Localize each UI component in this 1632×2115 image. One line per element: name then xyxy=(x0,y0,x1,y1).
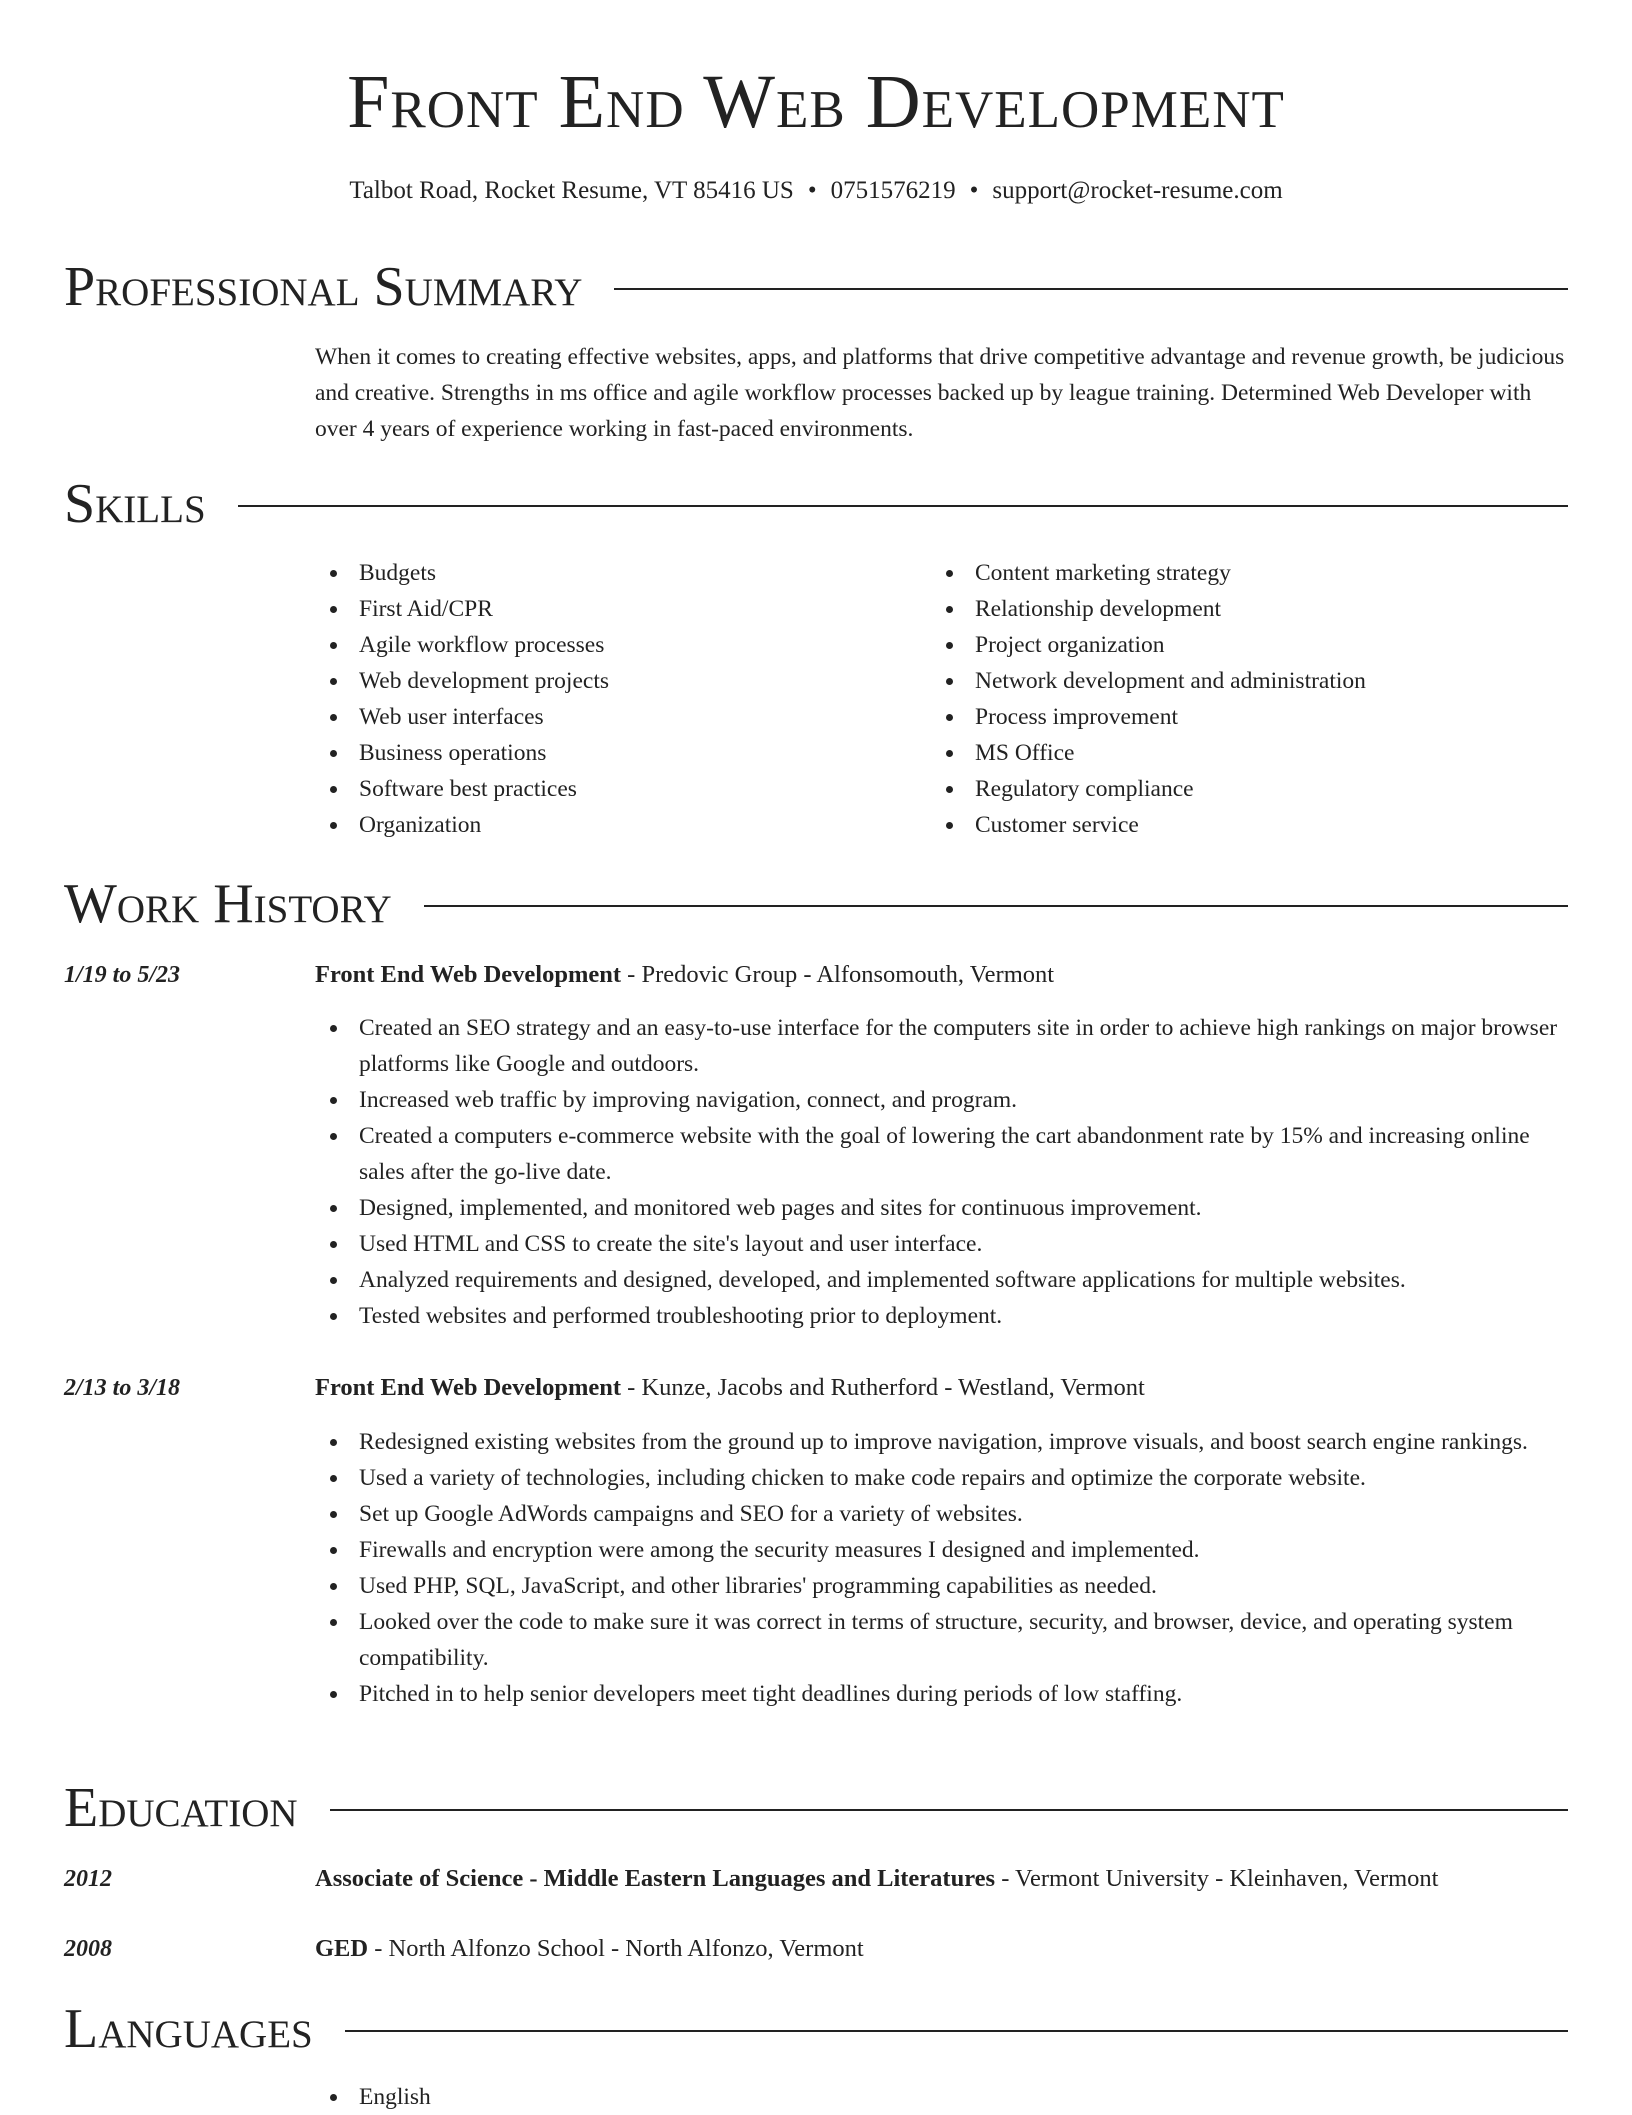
section-divider xyxy=(345,2030,1568,2032)
contact-email[interactable]: support@rocket-resume.com xyxy=(992,177,1283,204)
job-company: - Predovic Group - Alfonsomouth, Vermont xyxy=(621,961,1055,988)
job-bullet: Used a variety of technologies, including chicken to make code repairs and optimize the corporate website. xyxy=(315,1460,1575,1496)
skill-item: First Aid/CPR xyxy=(315,591,915,627)
job-bullet: Created an SEO strategy and an easy-to-use interface for the computers site in order to achieve high rankings on major browser platforms like Google and outdoors. xyxy=(315,1010,1575,1082)
skill-item: Content marketing strategy xyxy=(931,555,1531,591)
skill-item: Network development and administration xyxy=(931,663,1531,699)
education-date: 2008 xyxy=(64,1936,112,1962)
education-degree: Associate of Science - Middle Eastern Languages and Literatures xyxy=(315,1865,996,1892)
job-bullet: Firewalls and encryption were among the security measures I designed and implemented. xyxy=(315,1532,1575,1568)
job-bullets xyxy=(315,1424,1575,1712)
section-title-education: Education xyxy=(64,1777,298,1839)
skill-item: Relationship development xyxy=(931,591,1531,627)
candidate-name: Front End Web Development xyxy=(347,60,1285,144)
job-bullet: Created a computers e-commerce website with the goal of lowering the cart abandonment rate by 15% and increasing online sales after the go-live date. xyxy=(315,1118,1575,1190)
section-heading-skills xyxy=(64,472,1568,536)
job-bullet: Designed, implemented, and monitored web pages and sites for continuous improvement. xyxy=(315,1190,1575,1226)
job-heading xyxy=(315,1370,1575,1406)
job-bullet: Used HTML and CSS to create the site's layout and user interface. xyxy=(315,1226,1575,1262)
skill-item: Software best practices xyxy=(315,771,915,807)
contact-address: Talbot Road, Rocket Resume, VT 85416 US xyxy=(349,177,794,204)
contact-line xyxy=(0,175,1632,207)
job-bullet: Set up Google AdWords campaigns and SEO for a variety of websites. xyxy=(315,1496,1575,1532)
skill-item: Web development projects xyxy=(315,663,915,699)
job-company: - Kunze, Jacobs and Rutherford - Westland, Vermont xyxy=(621,1374,1145,1401)
job-bullet: Looked over the code to make sure it was correct in terms of structure, security, and browser, device, and operating system compatibility. xyxy=(315,1604,1575,1676)
job-bullet: Used PHP, SQL, JavaScript, and other libraries' programming capabilities as needed. xyxy=(315,1568,1575,1604)
skills-column-left xyxy=(315,555,915,843)
skill-item: Business operations xyxy=(315,735,915,771)
section-heading-summary xyxy=(64,255,1568,319)
section-heading-education xyxy=(64,1776,1568,1840)
section-divider xyxy=(614,288,1568,290)
skill-item: MS Office xyxy=(931,735,1531,771)
job-bullet: Pitched in to help senior developers meet tight deadlines during periods of low staffing. xyxy=(315,1676,1575,1712)
contact-separator: • xyxy=(807,177,817,204)
job-bullet: Tested websites and performed troubleshooting prior to deployment. xyxy=(315,1298,1575,1334)
section-heading-work-history xyxy=(64,872,1568,936)
section-heading-languages xyxy=(64,1997,1568,2061)
skill-item: Web user interfaces xyxy=(315,699,915,735)
skills-column-right xyxy=(931,555,1531,843)
language-item: English xyxy=(315,2079,1575,2115)
contact-separator: • xyxy=(969,177,979,204)
section-title-summary: Professional Summary xyxy=(64,256,583,318)
education-date: 2012 xyxy=(64,1866,112,1892)
job-title: Front End Web Development xyxy=(315,1374,622,1401)
skills-list-left xyxy=(315,555,915,843)
contact-phone: 0751576219 xyxy=(830,177,956,204)
skill-item: Process improvement xyxy=(931,699,1531,735)
skill-item: Agile workflow processes xyxy=(315,627,915,663)
job-bullet: Redesigned existing websites from the ground up to improve navigation, improve visuals, and boost search engine rankings. xyxy=(315,1424,1575,1460)
languages-list xyxy=(315,2079,1575,2115)
education-heading xyxy=(315,1861,1575,1897)
education-degree: GED xyxy=(315,1935,369,1962)
job-bullet: Analyzed requirements and designed, developed, and implemented software applications for multiple websites. xyxy=(315,1262,1575,1298)
skill-item: Regulatory compliance xyxy=(931,771,1531,807)
skill-item: Organization xyxy=(315,807,915,843)
job-date: 1/19 to 5/23 xyxy=(64,962,181,988)
summary-text: When it comes to creating effective websites, apps, and platforms that drive competitive advantage and revenue growth, be judicious and creative. Strengths in ms office and agile workflow processes backed up by league training. Determined Web Developer with over 4 years of experience working in fast-paced environments. xyxy=(315,344,1565,442)
job-date: 2/13 to 3/18 xyxy=(64,1375,181,1401)
section-title-work-history: Work History xyxy=(64,873,392,935)
skill-item: Project organization xyxy=(931,627,1531,663)
job-title: Front End Web Development xyxy=(315,961,622,988)
section-title-languages: Languages xyxy=(64,1998,313,2060)
section-divider xyxy=(238,505,1568,507)
job-heading xyxy=(315,957,1575,993)
skills-list-right xyxy=(931,555,1531,843)
skill-item: Budgets xyxy=(315,555,915,591)
education-heading xyxy=(315,1931,1575,1967)
skill-item: Customer service xyxy=(931,807,1531,843)
job-bullet: Increased web traffic by improving navigation, connect, and program. xyxy=(315,1082,1575,1118)
education-school: - Vermont University - Kleinhaven, Vermont xyxy=(995,1865,1439,1892)
section-divider xyxy=(424,905,1568,907)
section-title-skills: Skills xyxy=(64,473,206,535)
education-school: - North Alfonzo School - North Alfonzo, Vermont xyxy=(368,1935,864,1962)
section-divider xyxy=(330,1809,1568,1811)
job-bullets xyxy=(315,1010,1575,1334)
